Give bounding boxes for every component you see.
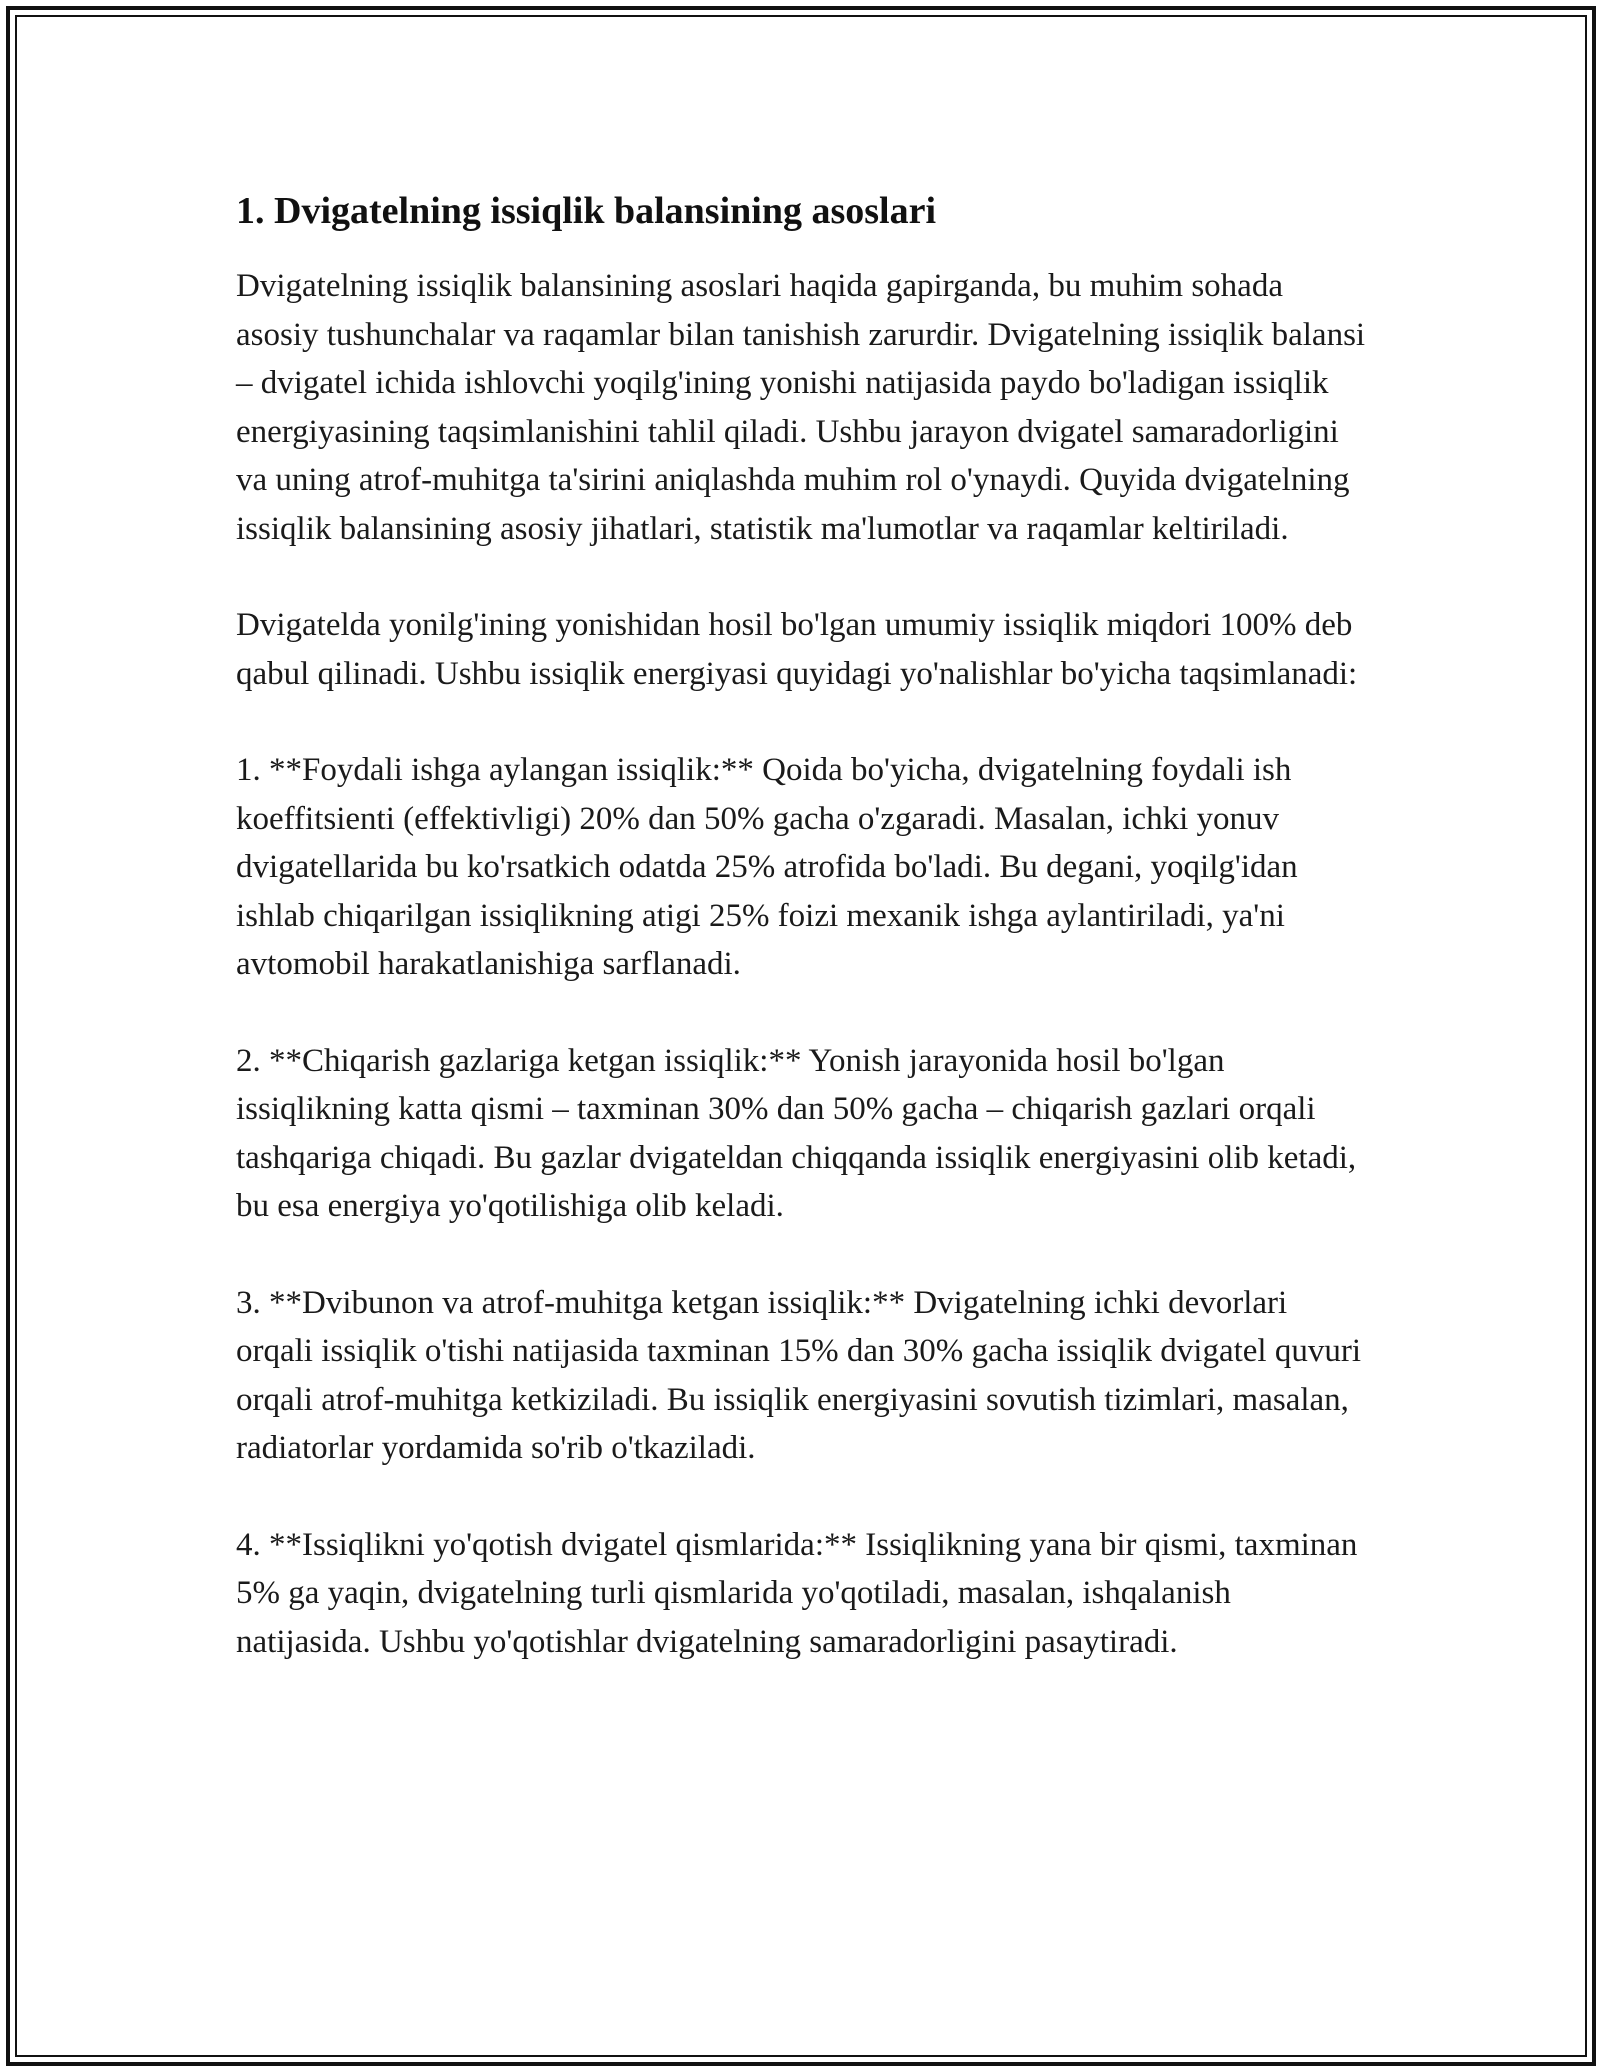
document-body: [236, 186, 1366, 1714]
paragraph-environment-loss: 3. **Dvibunon va atrof-muhitga ketgan issiqlik:** Dvigatelning ichki devorlari orqali issiqlik o'tishi natijasida taxminan 15% dan 30% gacha issiqlik dvigatel quvuri orqali atrof-muhitga ketkiziladi. Bu issiqlik energiyasini sovutish tizimlari, masalan, radiatorlar yordamida so'rib o'tkaziladi.: [236, 1284, 1362, 1466]
page-title: 1. Dvigatelning issiqlik balansining asoslari: [236, 190, 937, 232]
paragraph-useful-work: 1. **Foydali ishga aylangan issiqlik:** Qoida bo'yicha, dvigatelning foydali ish koeffitsienti (effektivligi) 20% dan 50% gacha o'zgaradi. Masalan, ichki yonuv dvigatellarida bu ko'rsatkich odatda 25% atrofida bo'ladi. Bu degani, yoqilg'idan ishlab chiqarilgan issiqlikning atigi 25% foizi mexanik ishga aylantiriladi, ya'ni avtomobil harakatlanishiga sarflanadi.: [236, 752, 1298, 982]
paragraph-parts-loss: 4. **Issiqlikni yo'qotish dvigatel qismlarida:** Issiqlikning yana bir qismi, taxminan 5% ga yaqin, dvigatelning turli qismlarida yo'qotiladi, masalan, ishqalanish natijasida. Ushbu yo'qotishlar dvigatelning samaradorligini pasaytiradi.: [236, 1526, 1358, 1660]
paragraph-intro: Dvigatelning issiqlik balansining asoslari haqida gapirganda, bu muhim sohada asosiy tushunchalar va raqamlar bilan tanishish zarurdir. Dvigatelning issiqlik balansi – dvigatel ichida ishlovchi yoqilg'ining yonishi natijasida paydo bo'ladigan issiqlik energiyasining taqsimlanishini tahlil qiladi. Ushbu jarayon dvigatel samaradorligini va uning atrof-muhitga ta'sirini aniqlashda muhim rol o'ynaydi. Quyida dvigatelning issiqlik balansining asosiy jihatlari, statistik ma'lumotlar va raqamlar keltiriladi.: [236, 268, 1366, 547]
paragraph-exhaust-gases: 2. **Chiqarish gazlariga ketgan issiqlik:** Yonish jarayonida hosil bo'lgan issiqlikning katta qismi – taxminan 30% dan 50% gacha – chiqarish gazlari orqali tashqariga chiqadi. Bu gazlar dvigateldan chiqqanda issiqlik energiyasini olib ketadi, bu esa energiya yo'qotilishiga olib keladi.: [236, 1042, 1357, 1224]
paragraph-total-heat: Dvigatelda yonilg'ining yonishidan hosil bo'lgan umumiy issiqlik miqdori 100% deb qabul qilinadi. Ushbu issiqlik energiyasi quyidagi yo'nalishlar bo'yicha taqsimlanadi:: [236, 607, 1358, 692]
